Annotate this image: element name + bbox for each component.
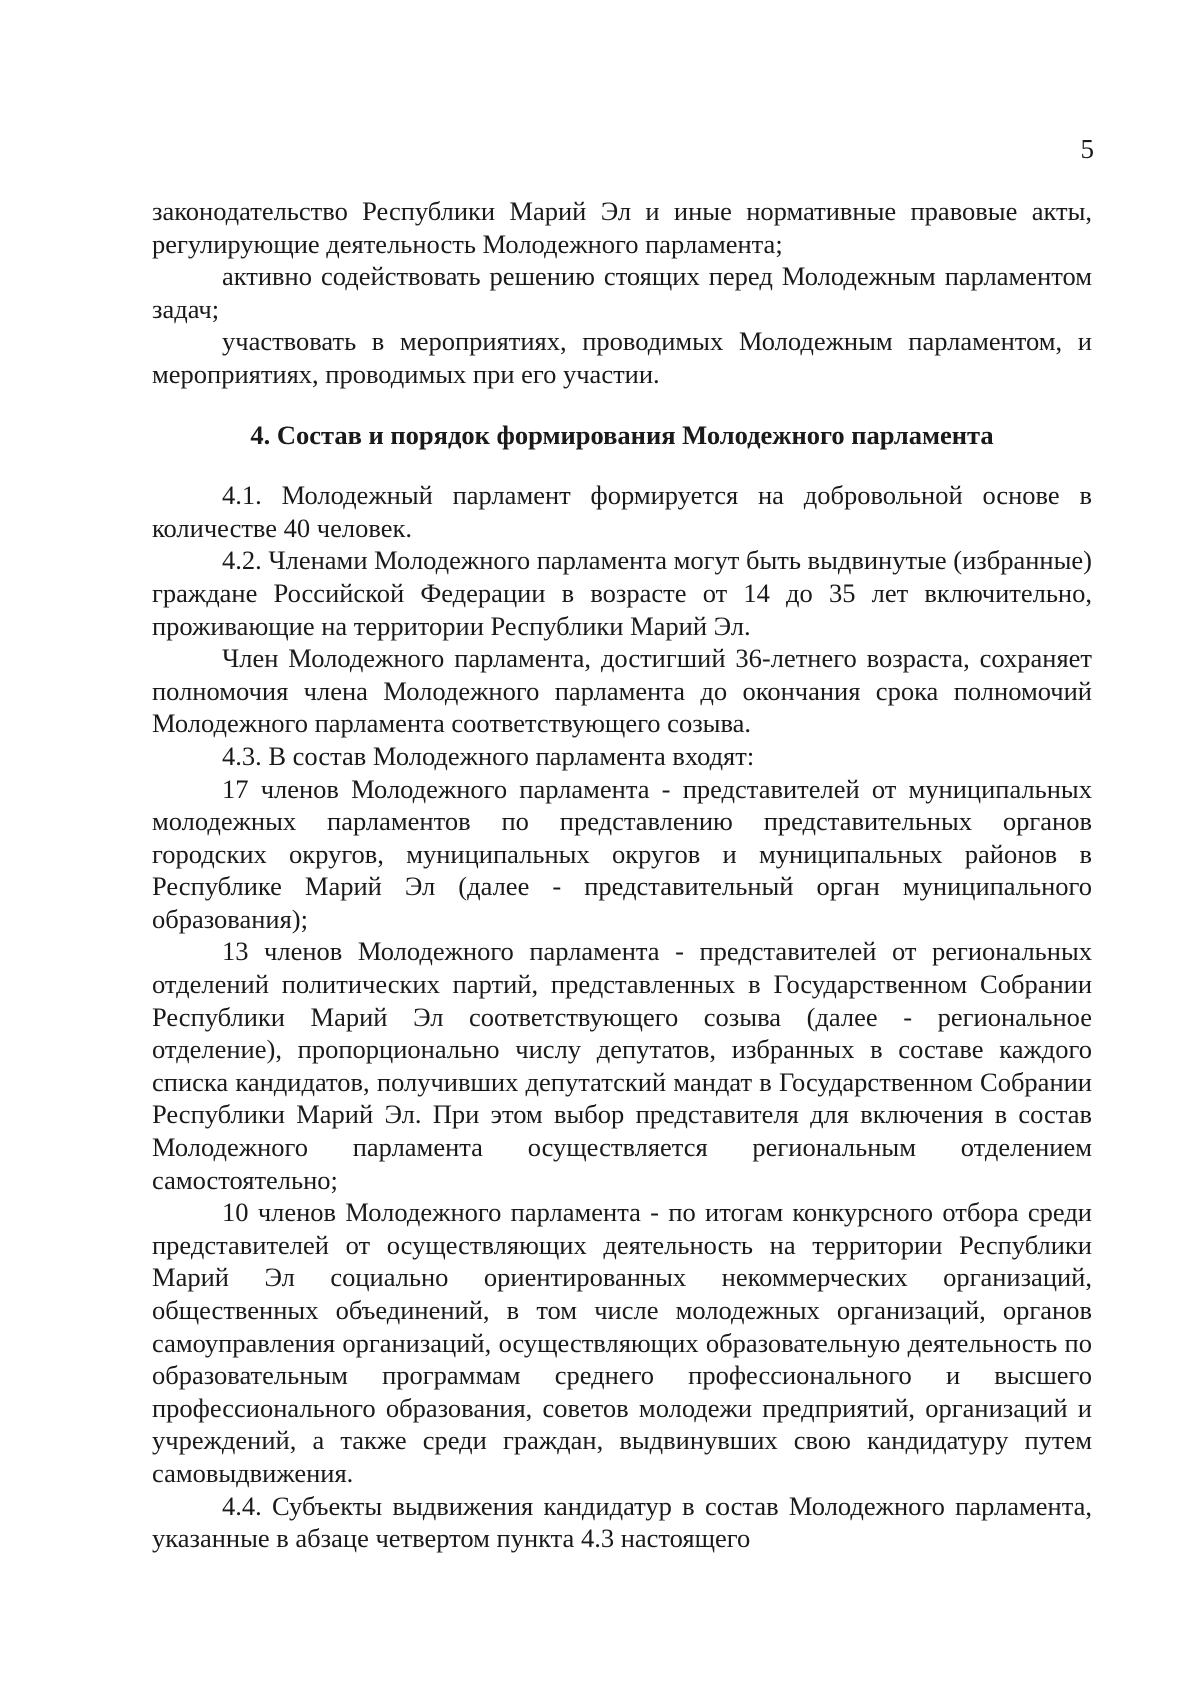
paragraph-4-4: 4.4. Субъекты выдвижения кандидатур в состав Молодежного парламента, указанные в абзаце четвертом пункта 4.3 настоящего	[152, 1490, 1092, 1554]
paragraph-continuation: законодательство Республики Марий Эл и иные нормативные правовые акты, регулирующие деятельность Молодежного парламента;	[152, 196, 1092, 259]
paragraph-4-3: 4.3. В состав Молодежного парламента входят:	[222, 740, 755, 771]
paragraph-4-1: 4.1. Молодежный парламент формируется на добровольной основе в количестве 40 человек.	[152, 480, 1092, 543]
page-number: 5	[1080, 134, 1094, 164]
paragraph-member-age: Член Молодежного парламента, достигший 36-летнего возраста, сохраняет полномочия члена Молодежного парламента до окончания срока полномочий Молодежного парламента соответствующего созыва.	[152, 643, 1092, 739]
paragraph-10-members: 10 членов Молодежного парламента - по итогам конкурсного отбора среди представителей от осуществляющих деятельность на территории Республики Марий Эл социально ориентированных некоммерческих организаций, общественных объединений, в том числе молодежных организаций, органов самоуправления организаций, осуществляющих образовательную деятельность по образовательным программам среднего профессионального и высшего профессионального образования, советов молодежи предприятий, организаций и учреждений, а также среди граждан, выдвинувших свою кандидатуру путем самовыдвижения.	[152, 1197, 1092, 1488]
paragraph-duty-participate: участвовать в мероприятиях, проводимых Молодежным парламентом, и мероприятиях, проводимых при его участии.	[152, 326, 1092, 389]
paragraph-duty-assist: активно содействовать решению стоящих перед Молодежным парламентом задач;	[152, 261, 1092, 324]
document-body	[152, 195, 1092, 1555]
paragraph-13-members: 13 членов Молодежного парламента - представителей от региональных отделений политических партий, представленных в Государственном Собрании Республики Марий Эл соответствующего созыва (далее - региональное отделение), пропорционально числу депутатов, избранных в составе каждого списка кандидатов, получивших депутатский мандат в Государственном Собрании Республики Марий Эл. При этом выбор представителя для включения в состав Молодежного парламента осуществляется региональным отделением самостоятельно;	[152, 936, 1092, 1195]
section-heading: 4. Состав и порядок формирования Молодежного парламента	[250, 419, 994, 450]
paragraph-17-members: 17 членов Молодежного парламента - представителей от муниципальных молодежных парламентов по представлению представительных органов городских округов, муниципальных округов и муниципальных районов в Республике Марий Эл (далее - представительный орган муниципального образования);	[152, 773, 1092, 934]
paragraph-4-2: 4.2. Членами Молодежного парламента могут быть выдвинутые (избранные) граждане Российской Федерации в возрасте от 14 до 35 лет включительно, проживающие на территории Республики Марий Эл.	[152, 545, 1092, 641]
